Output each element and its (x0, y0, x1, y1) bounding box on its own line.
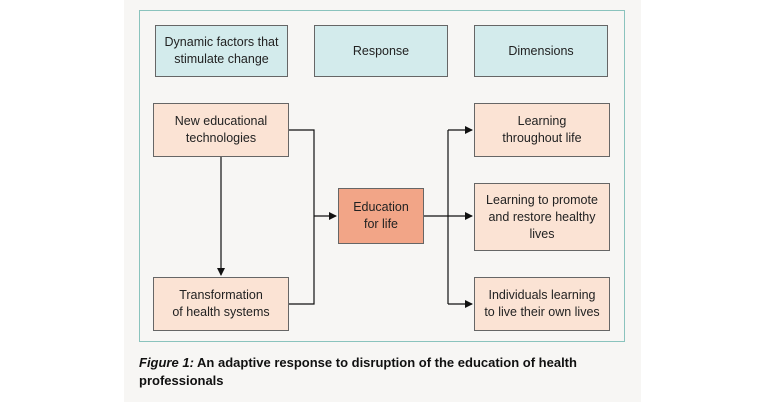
caption-text: An adaptive response to disruption of the education of health professionals (139, 355, 577, 388)
figure-caption (139, 354, 629, 390)
node-education-for-life-label: Education for life (353, 200, 409, 231)
node-learning-to-promote-healthy-lives-label: Learning to promote and restore healthy lives (486, 192, 598, 241)
node-learning-throughout-life-label: Learning throughout life (502, 114, 582, 145)
header-response-label: Response (352, 43, 410, 58)
header-dimensions-label: Dimensions (508, 43, 574, 58)
header-dynamic-factors-label: Dynamic factors that stimulate change (164, 35, 279, 66)
node-individuals-learning-label: Individuals learning to live their own lives (484, 288, 600, 319)
node-new-educational-technologies-label: New educational technologies (174, 114, 268, 145)
bracket-left (289, 130, 314, 304)
figure-label: Figure 1: (139, 355, 194, 370)
node-transformation-of-health-systems-label: Transformation of health systems (172, 288, 270, 319)
